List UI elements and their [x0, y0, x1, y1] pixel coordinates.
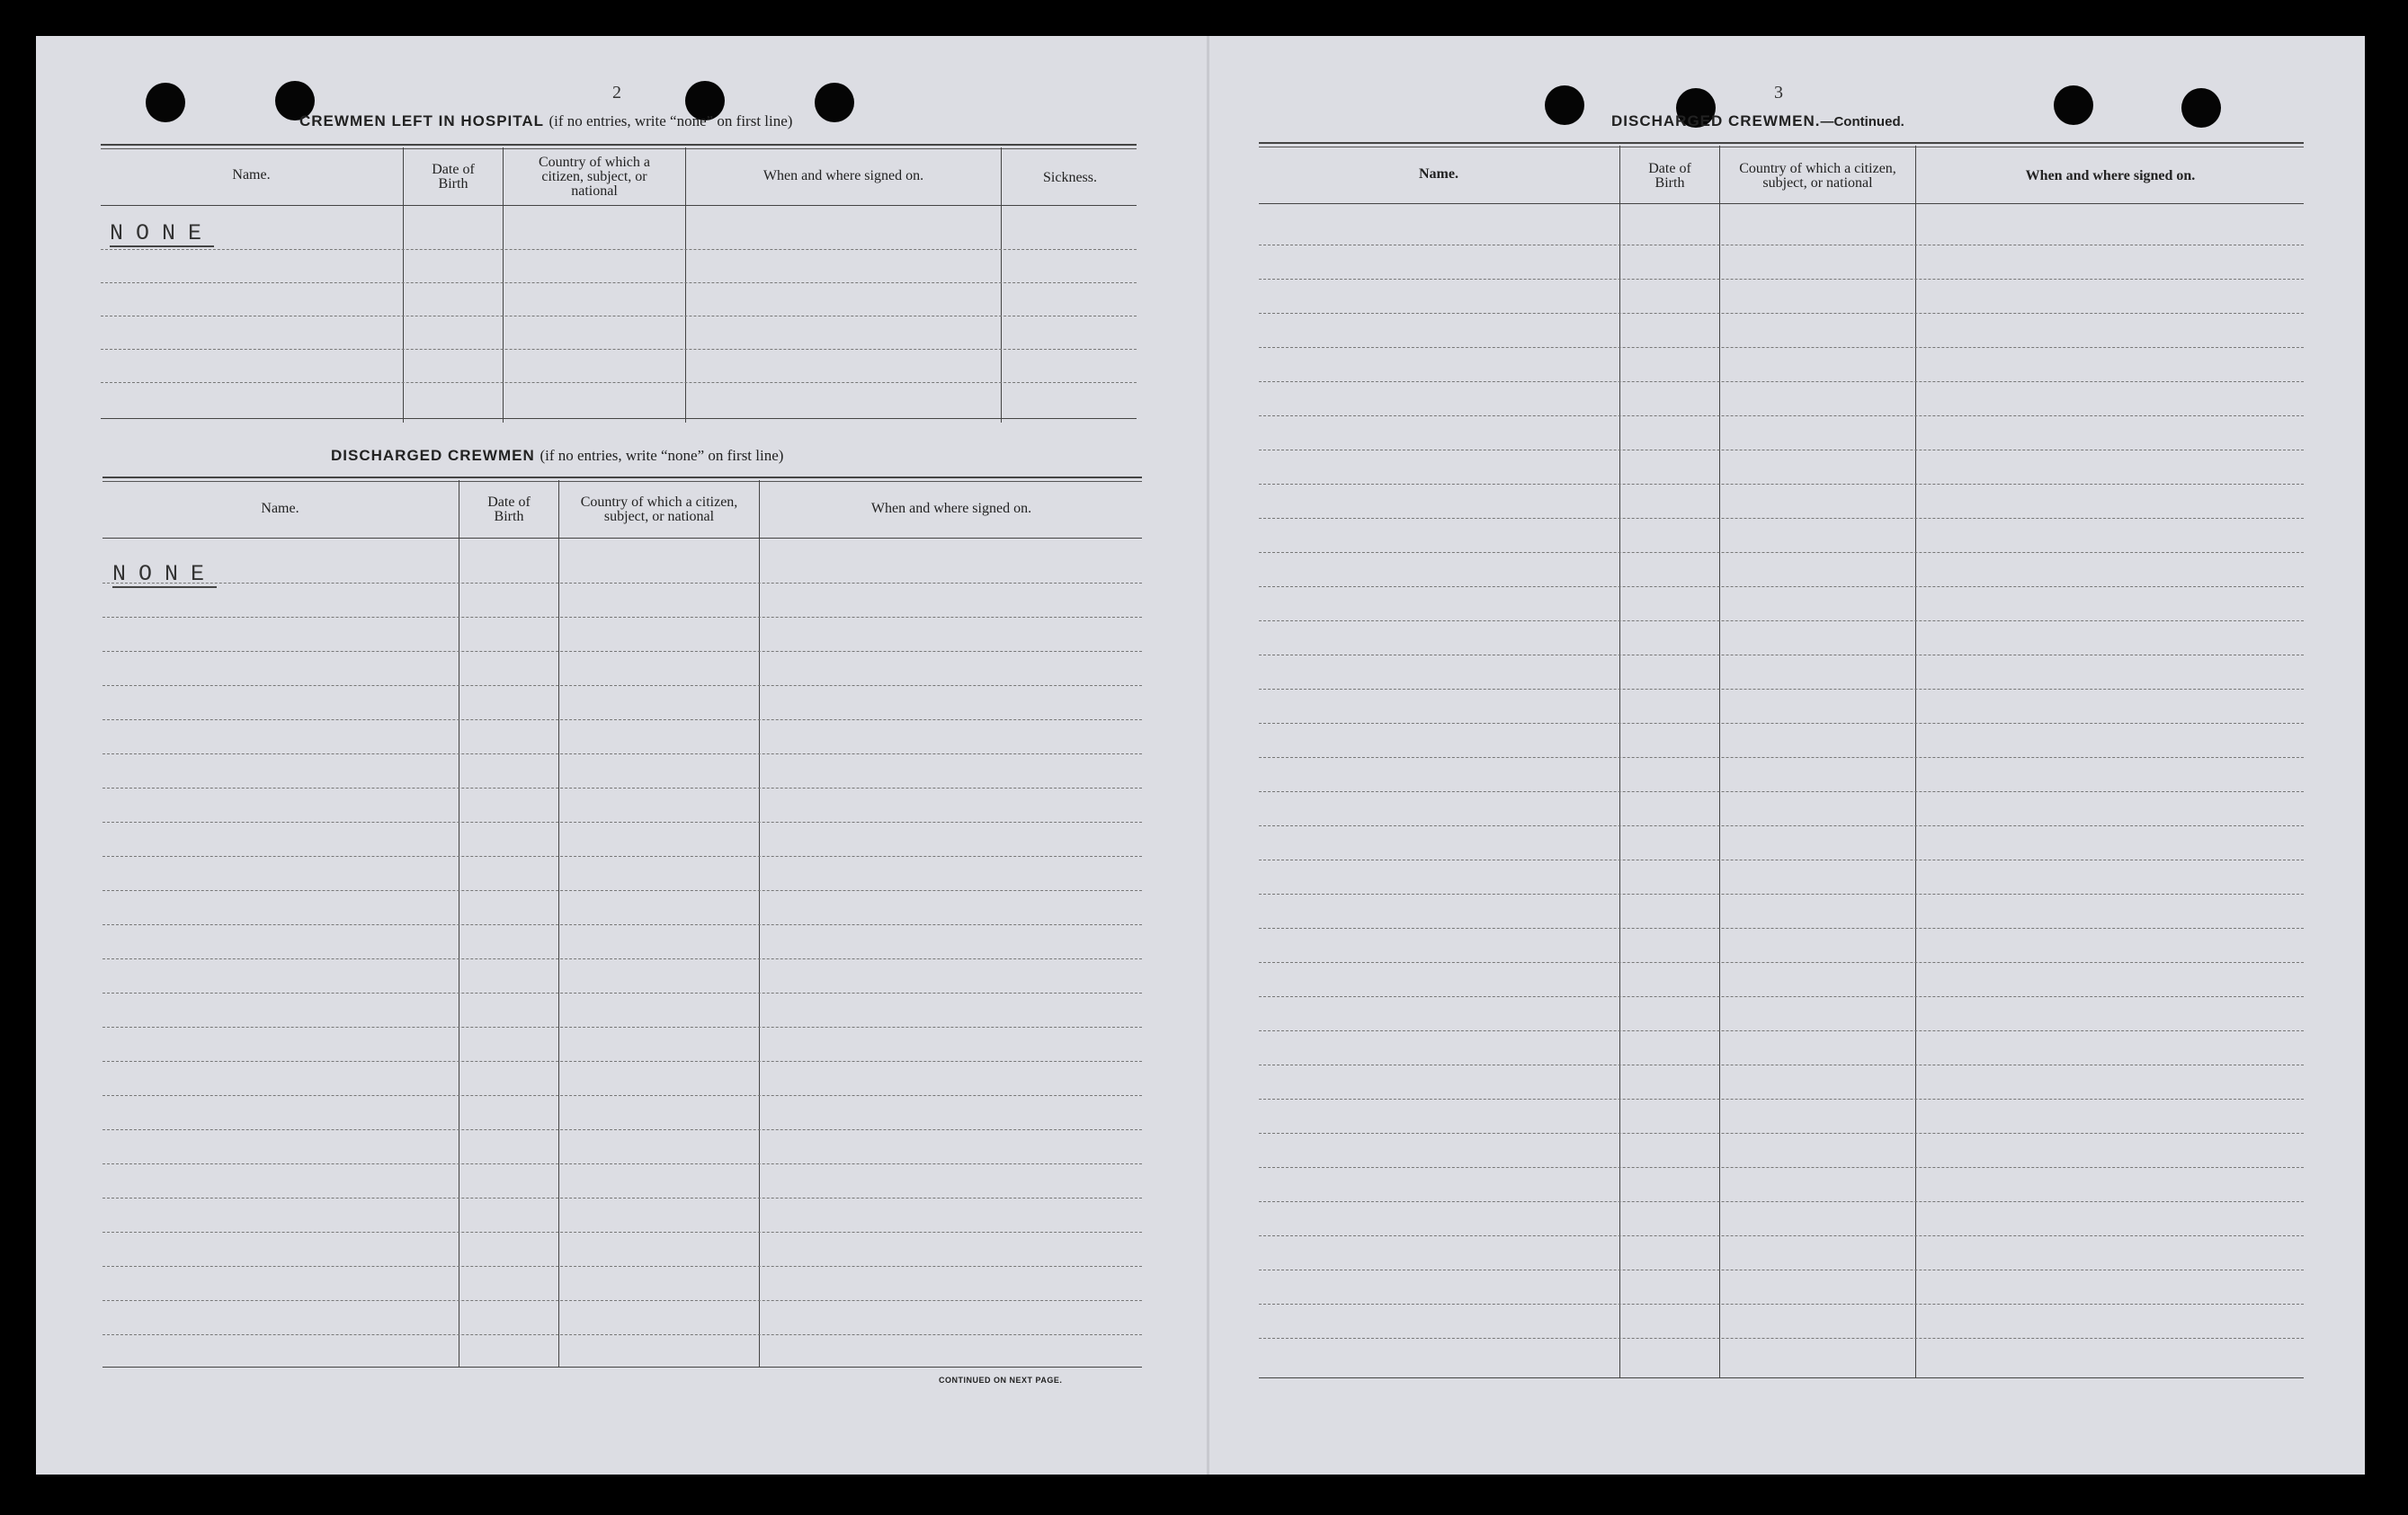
discharged-entry-none: NONE — [112, 561, 218, 587]
table-row — [1259, 1167, 2304, 1168]
column-header-name: Name. — [1419, 166, 1458, 182]
table-row — [1259, 518, 2304, 519]
table-row — [101, 249, 1137, 250]
column-header-signed-on: When and where signed on. — [763, 168, 924, 183]
page-number-right: 3 — [1774, 83, 1783, 102]
table-row — [1259, 928, 2304, 929]
table-row — [1259, 1235, 2304, 1236]
table-row — [103, 651, 1142, 652]
hospital-title-text: CREWMEN LEFT IN HOSPITAL — [299, 112, 544, 129]
column-header-date-of-birth: Date of Birth — [432, 162, 475, 192]
table-row — [1259, 415, 2304, 416]
hospital-entry-none: NONE — [110, 220, 215, 246]
discharged-table — [103, 477, 1142, 1372]
page-fold — [1207, 36, 1209, 1475]
punch-hole — [2054, 85, 2093, 125]
punch-hole — [2181, 88, 2221, 128]
discharged-section-title — [331, 447, 783, 465]
table-row — [101, 282, 1137, 283]
table-row — [103, 1232, 1142, 1233]
discharged-continued-subtitle-text: —Continued. — [1820, 114, 1904, 129]
table-row — [103, 993, 1142, 994]
table-row — [103, 1061, 1142, 1062]
column-header-name: Name. — [232, 167, 271, 183]
table-row — [103, 1163, 1142, 1164]
table-row — [1259, 347, 2304, 348]
table-row — [103, 1129, 1142, 1130]
table-row — [1259, 723, 2304, 724]
table-row — [103, 719, 1142, 720]
table-row — [1259, 962, 2304, 963]
page-number-left: 2 — [612, 83, 621, 102]
table-row — [1259, 381, 2304, 382]
table-row — [103, 924, 1142, 925]
column-divider — [1619, 146, 1620, 1377]
table-row — [1259, 484, 2304, 485]
table-row — [103, 1027, 1142, 1028]
table-row — [103, 1266, 1142, 1267]
table-bottom-rule — [1259, 1377, 2304, 1378]
punch-hole — [815, 83, 854, 122]
column-header-date-of-birth: Date of Birth — [487, 495, 531, 524]
table-row — [103, 890, 1142, 891]
table-row — [1259, 996, 2304, 997]
table-top-rule — [1259, 142, 2304, 144]
hospital-section-title — [299, 112, 792, 130]
hospital-table — [101, 144, 1137, 423]
table-row — [103, 856, 1142, 857]
column-header-signed-on: When and where signed on. — [2025, 168, 2196, 183]
table-row — [1259, 1099, 2304, 1100]
punch-hole — [1545, 85, 1584, 125]
header-rule — [103, 538, 1142, 539]
table-top-rule — [103, 477, 1142, 478]
discharged-continued-title-text: DISCHARGED CREWMEN. — [1611, 112, 1821, 129]
table-row — [103, 788, 1142, 789]
table-row — [103, 1300, 1142, 1301]
table-row — [103, 1334, 1142, 1335]
table-bottom-rule — [101, 418, 1137, 419]
column-header-signed-on: When and where signed on. — [870, 501, 1032, 516]
table-row — [103, 1198, 1142, 1199]
discharged-continued-table — [1259, 142, 2304, 1381]
table-row — [101, 349, 1137, 350]
table-row — [1259, 1030, 2304, 1031]
hospital-subtitle-text: (if no entries, write “none” on first line) — [548, 112, 793, 129]
table-row — [103, 583, 1142, 584]
table-row — [103, 617, 1142, 618]
table-row — [1259, 1304, 2304, 1305]
table-row — [103, 753, 1142, 754]
column-header-name: Name. — [261, 501, 299, 516]
table-bottom-rule — [103, 1367, 1142, 1368]
header-rule — [101, 205, 1137, 206]
table-row — [1259, 586, 2304, 587]
column-header-sickness: Sickness. — [1043, 170, 1097, 185]
discharged-title-text: DISCHARGED CREWMEN — [331, 447, 535, 464]
table-row — [1259, 620, 2304, 621]
column-divider — [1915, 146, 1916, 1377]
column-divider — [558, 480, 559, 1367]
column-header-date-of-birth: Date of Birth — [1648, 161, 1691, 191]
table-row — [101, 382, 1137, 383]
table-row — [103, 822, 1142, 823]
table-row — [1259, 552, 2304, 553]
table-row — [1259, 1201, 2304, 1202]
discharged-continued-title — [1611, 112, 1904, 130]
table-row — [103, 685, 1142, 686]
table-row — [1259, 279, 2304, 280]
column-divider — [759, 480, 760, 1367]
table-row — [1259, 1133, 2304, 1134]
table-row — [1259, 894, 2304, 895]
continued-footer: CONTINUED ON NEXT PAGE. — [939, 1376, 1063, 1385]
table-top-rule-inner — [103, 481, 1142, 482]
table-row — [1259, 791, 2304, 792]
column-header-country: Country of which a citizen, subject, or national — [539, 155, 650, 199]
column-divider — [1719, 146, 1720, 1377]
punch-hole — [146, 83, 185, 122]
column-header-country: Country of which a citizen, subject, or national — [1739, 161, 1896, 191]
table-top-rule-inner — [101, 148, 1137, 149]
table-row — [103, 1095, 1142, 1096]
table-row — [1259, 757, 2304, 758]
table-row — [1259, 689, 2304, 690]
table-row — [1259, 1338, 2304, 1339]
table-top-rule — [101, 144, 1137, 146]
table-row — [103, 958, 1142, 959]
table-row — [1259, 313, 2304, 314]
discharged-subtitle-text: (if no entries, write “none” on first line) — [540, 447, 784, 464]
header-rule — [1259, 203, 2304, 204]
table-row — [1259, 825, 2304, 826]
column-header-country: Country of which a citizen, subject, or national — [580, 495, 738, 524]
